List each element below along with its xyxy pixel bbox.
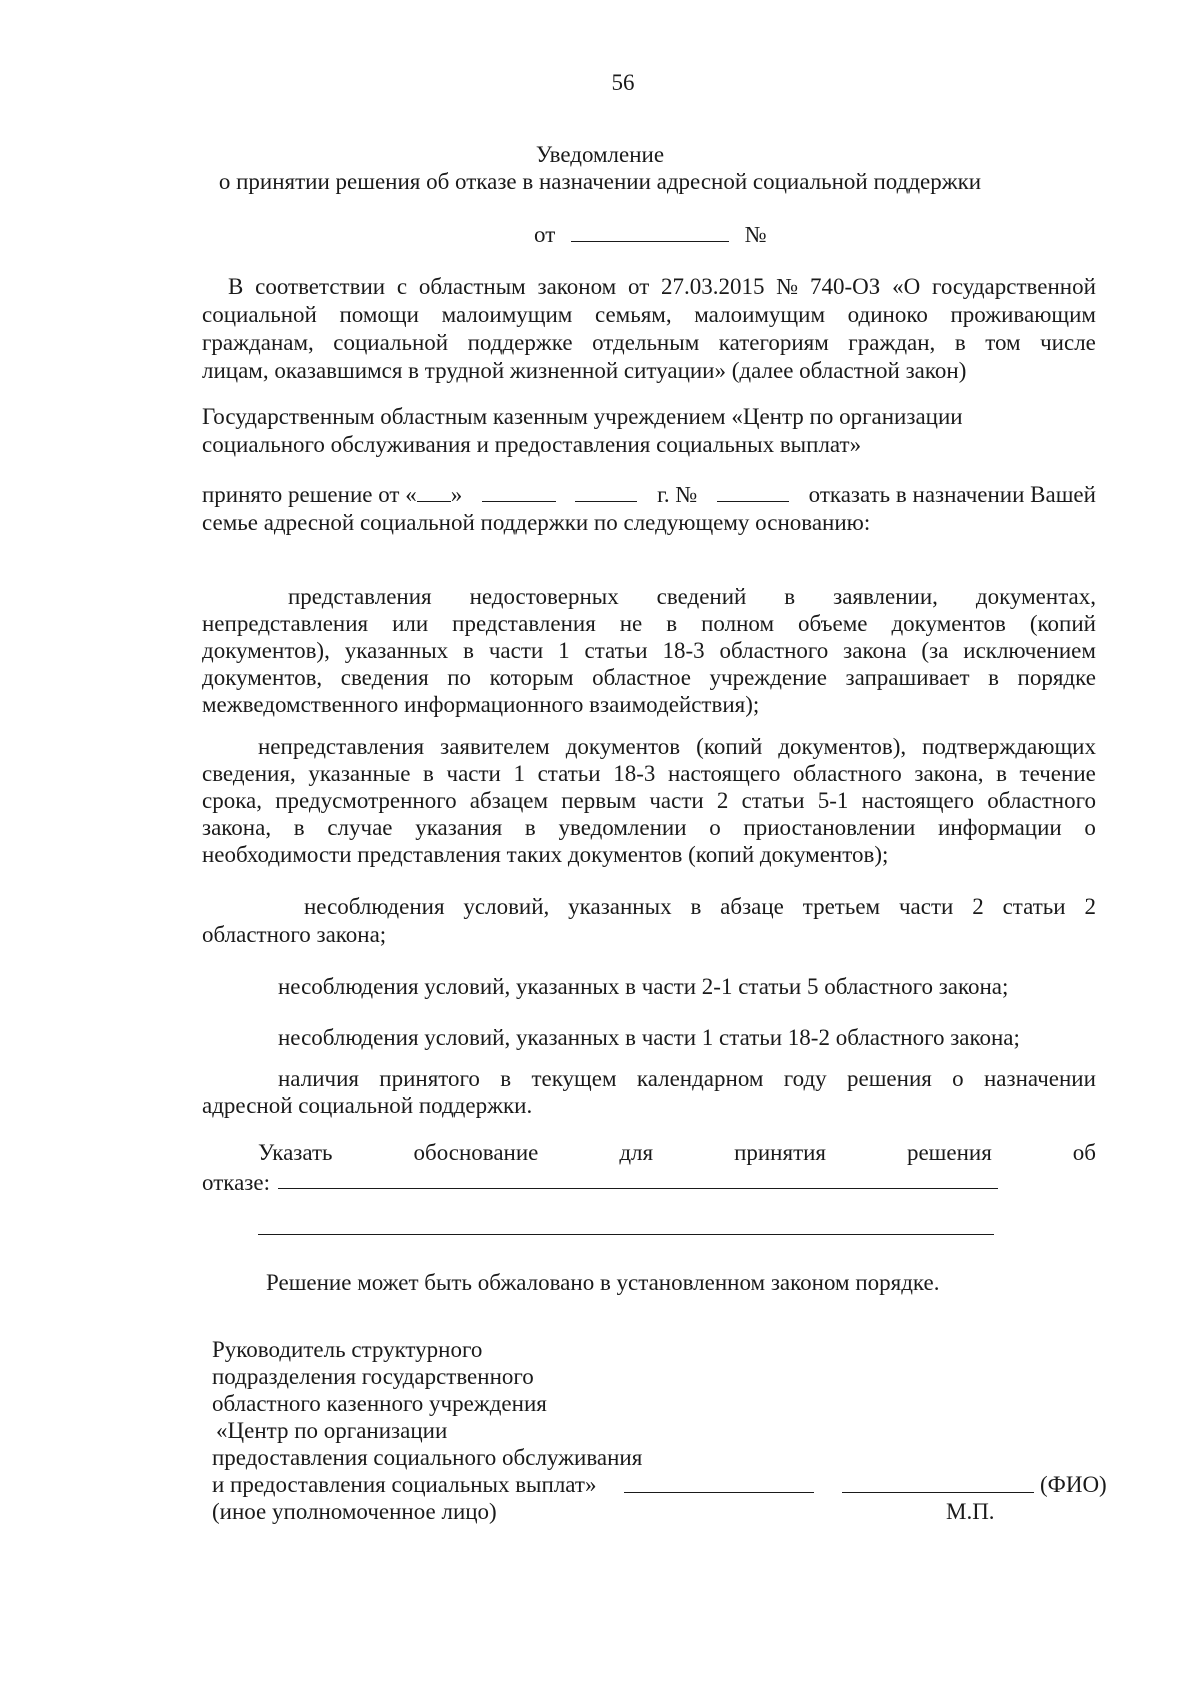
- signatory-line-4: «Центр по организации: [216, 1418, 448, 1443]
- signatory-line-5: предоставления социального обслуживания: [212, 1445, 643, 1470]
- decision-number-blank: [717, 483, 789, 502]
- reason-1-line-1: представления недостоверных сведений в заявлении, документах,: [288, 584, 1096, 609]
- intro-line-3: гражданам, социальной поддержке отдельным категориям граждан, в том числе: [202, 330, 1096, 355]
- signatory-line-7: (иное уполномоченное лицо): [212, 1499, 497, 1524]
- reason-1-line-4: документов, сведения по которым областное учреждение запрашивает в порядке: [202, 665, 1096, 690]
- stamp-label: М.П.: [946, 1499, 995, 1524]
- reason-3-line-1: несоблюдения условий, указанных в абзаце третьем части 2 статьи 2: [304, 894, 1096, 919]
- document-subtitle: о принятии решения об отказе в назначении адресной социальной поддержки: [218, 169, 982, 194]
- from-label: от: [534, 222, 556, 247]
- fio-label: (ФИО): [1040, 1472, 1107, 1497]
- document-title: Уведомление: [535, 142, 665, 167]
- signature-blank: [624, 1492, 814, 1493]
- decision-year-blank: [575, 483, 637, 502]
- number-sign: №: [744, 222, 767, 247]
- date-blank: [571, 223, 729, 242]
- decision-date-open: принято решение от « »: [202, 482, 463, 507]
- signatory-line-1: Руководитель структурного: [212, 1337, 483, 1362]
- reason-1-line-2: непредставления или представления не в полном объеме документов (копий: [202, 611, 1096, 636]
- institution-line-1: Государственным областным казенным учреждением «Центр по организации: [202, 404, 963, 429]
- reason-2-line-2: сведения, указанные в части 1 статьи 18-3 настоящего областного закона, в течение: [202, 761, 1096, 786]
- reason-2-line-1: непредставления заявителем документов (копий документов), подтверждающих: [258, 734, 1096, 759]
- intro-line-2: социальной помощи малоимущим семьям, малоимущим одиноко проживающим: [202, 302, 1096, 327]
- decision-day-blank: [417, 483, 451, 502]
- decision-line-2: семье адресной социальной поддержки по следующему основанию:: [202, 510, 871, 535]
- date-number-line: [534, 222, 767, 248]
- reason-3-line-2: областного закона;: [202, 922, 387, 947]
- intro-line-1: В соответствии с областным законом от 27.03.2015 № 740-ОЗ «О государственной: [228, 274, 1096, 299]
- intro-line-4: лицам, оказавшимся в трудной жизненной ситуации» (далее областной закон): [202, 358, 967, 383]
- page-number: 56: [611, 70, 635, 95]
- reason-1-line-5: межведомственного информационного взаимодействия);: [202, 692, 760, 717]
- reason-6-line-1: наличия принятого в текущем календарном году решения о назначении: [278, 1066, 1096, 1091]
- reason-4: несоблюдения условий, указанных в части 2-1 статьи 5 областного закона;: [278, 974, 1009, 999]
- signatory-line-2: подразделения государственного: [212, 1364, 534, 1389]
- justification-blank-2: [258, 1234, 994, 1235]
- decision-month-blank: [482, 483, 556, 502]
- justification-line-2: отказе:: [202, 1170, 270, 1195]
- decision-line-1: принято решение от « » г. № отказать в назначении Вашей: [202, 482, 1096, 507]
- signatory-line-3: областного казенного учреждения: [212, 1391, 547, 1416]
- reason-2-line-5: необходимости представления таких документов (копий документов);: [202, 842, 889, 867]
- fio-blank: [842, 1492, 1034, 1493]
- reason-6-line-2: адресной социальной поддержки.: [202, 1093, 533, 1118]
- appeal-note: Решение может быть обжаловано в установленном законом порядке.: [266, 1270, 940, 1295]
- justification-blank-1: [278, 1188, 998, 1189]
- signatory-line-6: и предоставления социальных выплат»: [212, 1472, 597, 1497]
- reason-1-line-3: документов), указанных в части 1 статьи 18-3 областного закона (за исключением: [202, 638, 1096, 663]
- institution-line-2: социального обслуживания и предоставления социальных выплат»: [202, 432, 862, 457]
- reason-5: несоблюдения условий, указанных в части 1 статьи 18-2 областного закона;: [278, 1025, 1020, 1050]
- justification-line-1: Указать обоснование для принятия решения об: [258, 1140, 1096, 1165]
- reason-2-line-4: закона, в случае указания в уведомлении о приостановлении информации о: [202, 815, 1096, 840]
- reason-2-line-3: срока, предусмотренного абзацем первым части 2 статьи 5-1 настоящего областного: [202, 788, 1096, 813]
